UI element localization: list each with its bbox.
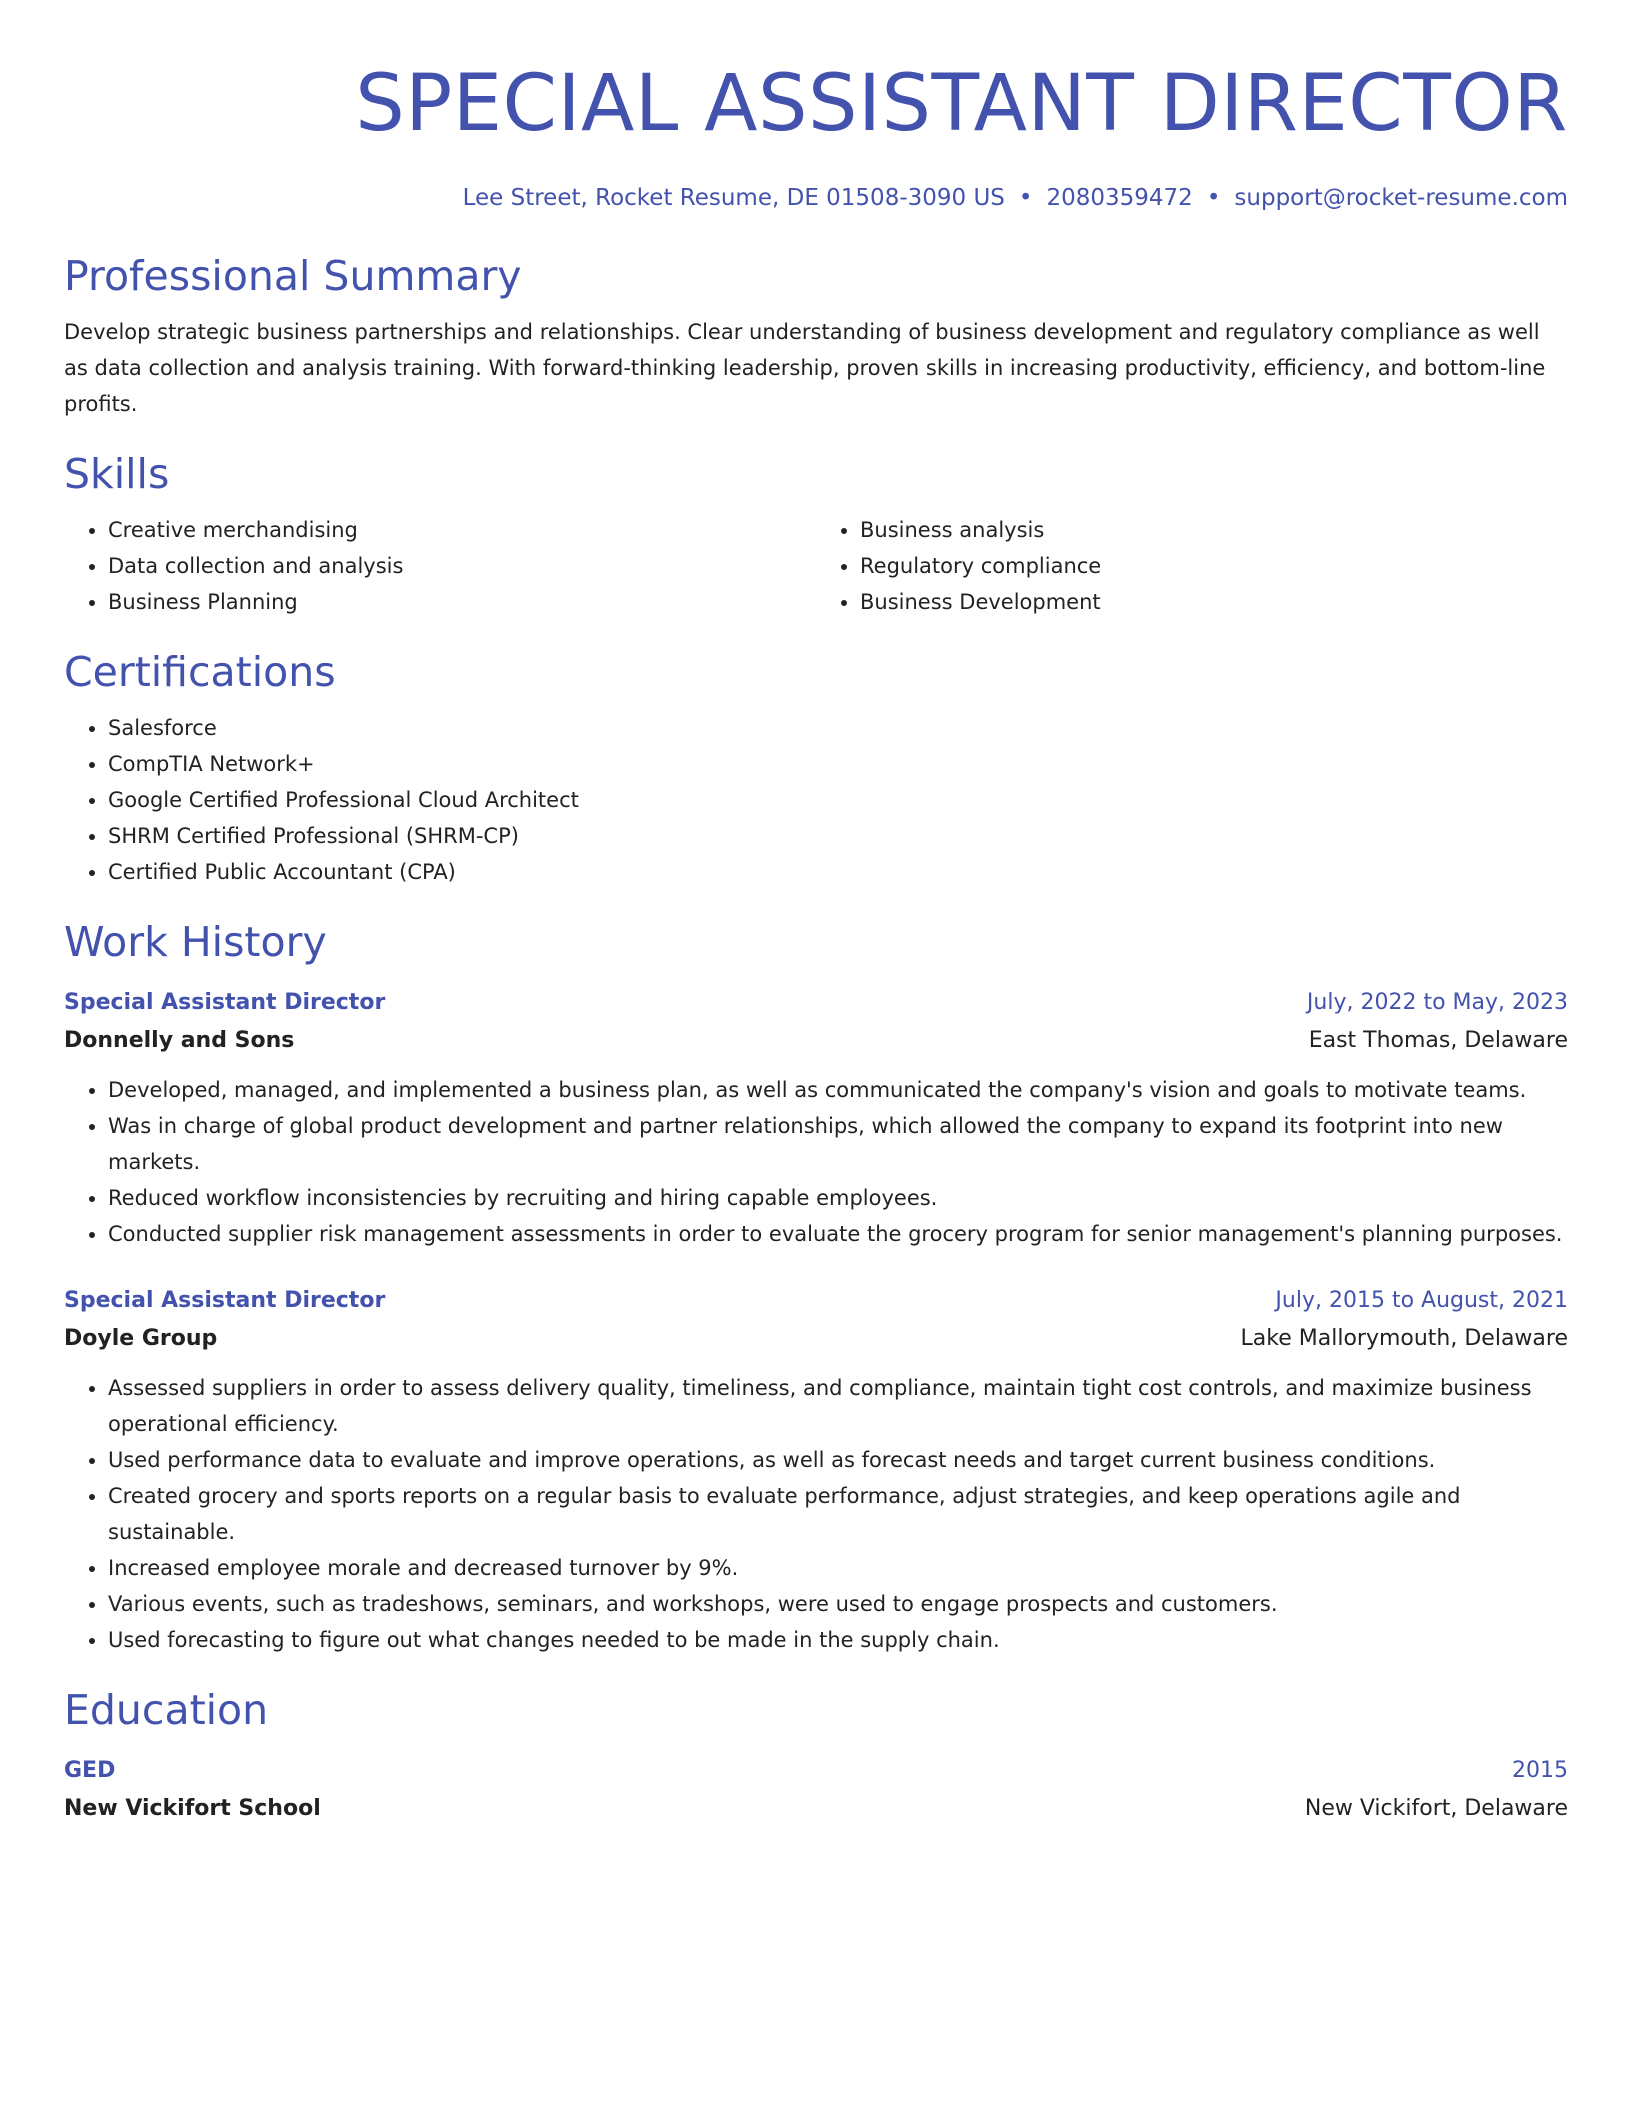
job-header-row [64, 1282, 1568, 1320]
job-bullets [64, 1370, 1568, 1658]
education-section [64, 1684, 1568, 1828]
resume-title: SPECIAL ASSISTANT DIRECTOR [355, 59, 1568, 149]
contact-line [64, 182, 1568, 214]
job-bullet: • Developed, managed, and implemented a business plan, as well as communicated the company's vision and goals to motivate teams. [108, 1072, 1568, 1108]
contact-address: Lee Street, Rocket Resume, DE 01508-3090 US [462, 185, 1005, 211]
contact-separator: • [1018, 185, 1033, 211]
job-bullet: • Conducted supplier risk management assessments in order to evaluate the grocery program for senior management's planning purposes. [108, 1216, 1568, 1252]
job-bullet: • Reduced workflow inconsistencies by recruiting and hiring capable employees. [108, 1180, 1568, 1216]
skill-item: • Regulatory compliance [860, 548, 1568, 584]
certification-item: • Google Certified Professional Cloud Architect [108, 782, 1568, 818]
job-location: Lake Mallorymouth, Delaware [1240, 1326, 1568, 1351]
section-title-education: Education [64, 1686, 269, 1734]
job-bullet: • Used forecasting to figure out what changes needed to be made in the supply chain. [108, 1622, 1568, 1658]
job-bullet: • Various events, such as tradeshows, seminars, and workshops, were used to engage prospects and customers. [108, 1586, 1568, 1622]
job-entry [64, 1282, 1568, 1658]
education-location: New Vickifort, Delaware [1304, 1796, 1568, 1821]
contact-phone: 2080359472 [1046, 185, 1193, 211]
education-entry [64, 1752, 1568, 1828]
education-year: 2015 [1512, 1758, 1568, 1783]
certification-item: • Certified Public Accountant (CPA) [108, 854, 1568, 890]
job-role: Special Assistant Director [64, 1288, 386, 1313]
summary-text: Develop strategic business partnerships and relationships. Clear understanding of business development and regulatory compliance as well as data collection and analysis training. With forward-thinking leadership, proven skills in increasing productivity, efficiency, and bottom-line profits. [64, 320, 1546, 416]
section-title-work-history: Work History [64, 918, 327, 966]
job-header-row [64, 984, 1568, 1022]
job-bullet: • Created grocery and sports reports on a regular basis to evaluate performance, adjust strategies, and keep operations agile and sustainable. [108, 1478, 1568, 1550]
skill-item: • Data collection and analysis [108, 548, 816, 584]
job-dates: July, 2022 to May, 2023 [1306, 990, 1568, 1015]
job-bullet: • Assessed suppliers in order to assess delivery quality, timeliness, and compliance, maintain tight cost controls, and maximize business operational efficiency. [108, 1370, 1568, 1442]
skill-item: • Business Planning [108, 584, 816, 620]
job-bullet: • Was in charge of global product development and partner relationships, which allowed the company to expand its footprint into new markets. [108, 1108, 1568, 1180]
job-company: Donnelly and Sons [64, 1028, 295, 1053]
skills-column-left [64, 512, 816, 620]
job-role: Special Assistant Director [64, 990, 386, 1015]
contact-email: support@rocket-resume.com [1234, 185, 1568, 211]
skill-item: • Business Development [860, 584, 1568, 620]
skill-item: • Creative merchandising [108, 512, 816, 548]
job-company-row [64, 1320, 1568, 1358]
education-degree: GED [64, 1758, 116, 1783]
certification-item: • SHRM Certified Professional (SHRM-CP) [108, 818, 1568, 854]
certification-item: • Salesforce [108, 710, 1568, 746]
job-dates: July, 2015 to August, 2021 [1275, 1288, 1568, 1313]
section-title-summary: Professional Summary [64, 252, 522, 300]
certifications-section [64, 646, 1568, 890]
skills-grid [64, 512, 1568, 620]
skills-section [64, 448, 1568, 620]
job-bullet: • Used performance data to evaluate and improve operations, as well as forecast needs and target current business conditions. [108, 1442, 1568, 1478]
contact-separator: • [1206, 185, 1221, 211]
skills-column-right [816, 512, 1568, 620]
certification-item: • CompTIA Network+ [108, 746, 1568, 782]
education-school: New Vickifort School [64, 1796, 321, 1821]
education-header-row [64, 1752, 1568, 1790]
job-company-row [64, 1022, 1568, 1060]
education-school-row [64, 1790, 1568, 1828]
section-title-skills: Skills [64, 450, 170, 498]
job-location: East Thomas, Delaware [1308, 1028, 1568, 1053]
skill-item: • Business analysis [860, 512, 1568, 548]
work-history-section [64, 916, 1568, 1658]
job-entry [64, 984, 1568, 1252]
section-title-certifications: Certifications [64, 648, 336, 696]
job-bullet: • Increased employee morale and decreased turnover by 9%. [108, 1550, 1568, 1586]
certifications-list [64, 710, 1568, 890]
job-bullets [64, 1072, 1568, 1252]
job-company: Doyle Group [64, 1326, 218, 1351]
